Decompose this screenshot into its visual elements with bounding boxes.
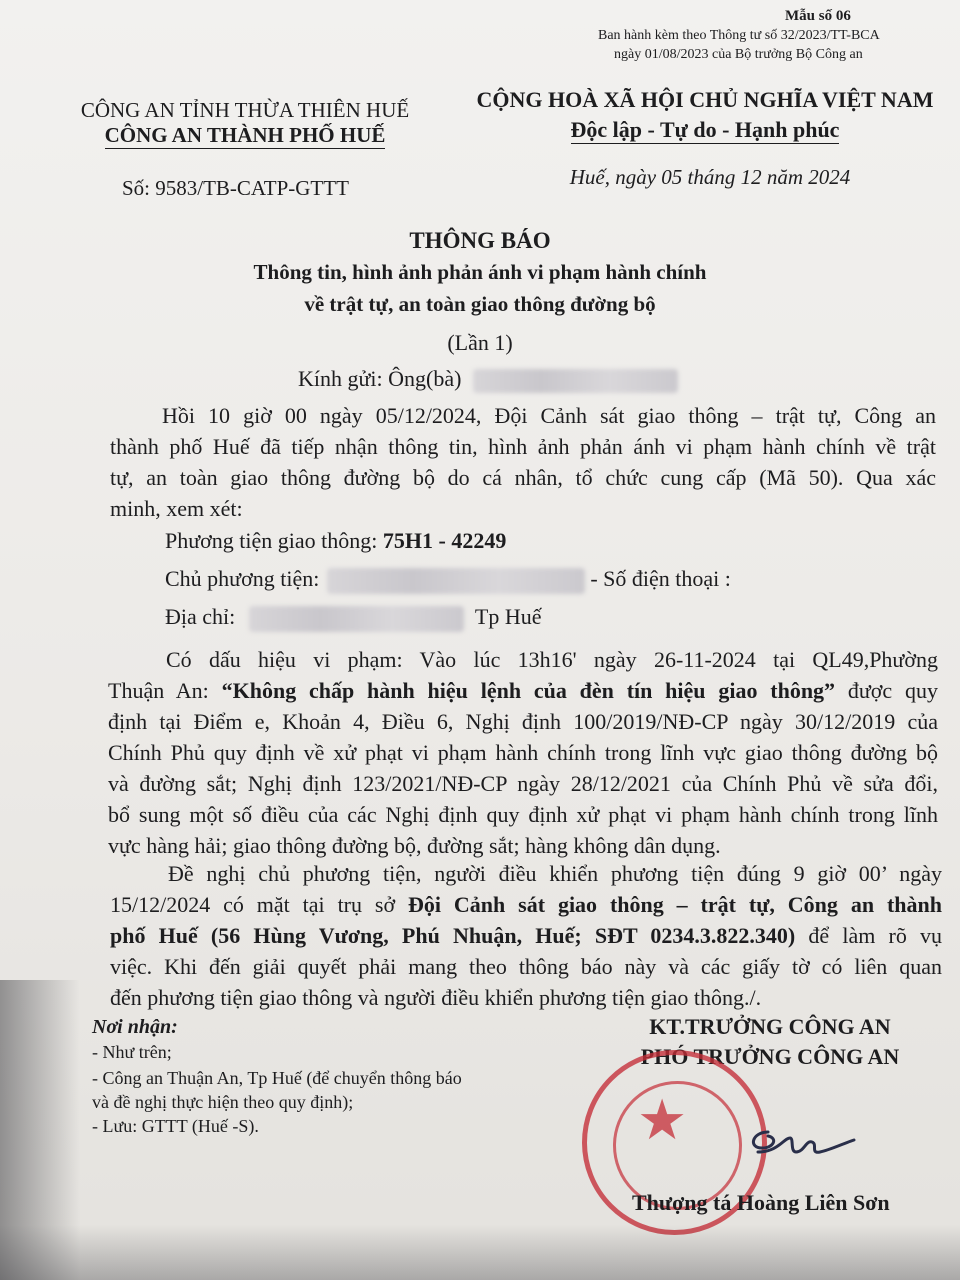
recipient-line — [298, 366, 678, 393]
recipient-item-3: - Lưu: GTTT (Huế -S). — [92, 1116, 259, 1136]
document-number: Số: 9583/TB-CATP-GTTT — [122, 176, 349, 200]
national-title: CỘNG HOÀ XÃ HỘI CHỦ NGHĨA VIỆT NAM — [476, 87, 934, 112]
notice-subtitle-line-1: Thông tin, hình ảnh phản ánh vi phạm hành chính — [253, 260, 707, 284]
signer-title-2: PHÓ TRƯỞNG CÔNG AN — [640, 1044, 900, 1069]
form-issued-line-1: Ban hành kèm theo Thông tư số 32/2023/TT-BCA — [598, 28, 880, 43]
agency-name: CÔNG AN THÀNH PHỐ HUẾ — [104, 123, 386, 147]
form-issued-line-2: ngày 01/08/2023 của Bộ trưởng Bộ Công an — [614, 47, 863, 62]
address-redacted — [249, 606, 464, 632]
recipient-item-2: - Công an Thuận An, Tp Huế (để chuyển thông báo — [92, 1068, 462, 1088]
signer-name: Thượng tá Hoàng Liên Sơn — [632, 1190, 890, 1215]
owner-line: Chủ phương tiện: - Số điện thoại : — [165, 566, 731, 594]
vehicle-line: Phương tiện giao thông: 75H1 - 42249 — [165, 528, 507, 553]
owner-name-redacted — [327, 568, 585, 594]
signer-title-1: KT.TRƯỞNG CÔNG AN — [649, 1014, 891, 1039]
notice-attempt: (Lần 1) — [447, 330, 513, 355]
notice-title: THÔNG BÁO — [409, 228, 551, 253]
recipient-item-1: - Như trên; — [92, 1042, 172, 1062]
notice-subtitle-line-2: về trật tự, an toàn giao thông đường bộ — [304, 292, 656, 316]
place-date: Huế, ngày 05 tháng 12 năm 2024 — [569, 165, 851, 189]
recipients-heading: Nơi nhận: — [92, 1016, 178, 1038]
official-seal: ★ — [582, 1050, 767, 1235]
agency-parent: CÔNG AN TỈNH THỪA THIÊN HUẾ — [80, 98, 410, 122]
signature-mark — [738, 1118, 858, 1168]
national-motto: Độc lập - Tự do - Hạnh phúc — [570, 117, 840, 142]
recipient-item-2-cont: và đề nghị thực hiện theo quy định); — [92, 1092, 354, 1112]
request-paragraph: Đề nghị chủ phương tiện, người điều khiển phương tiện đúng 9 giờ 00’ ngày 15/12/2024 có mặt tại trụ sở Đội Cảnh sát giao thông – trật tự, Công an thành phố Huế (56 Hùng Vương, Phú Nhuận, Huế; SĐT 0234.3.822.340) để làm rõ vụ việc. Khi đến giải quyết phải mang theo thông báo này và các giấy tờ có liên quan đến phương tiện giao thông và người điều khiển phương tiện giao thông./. — [110, 861, 942, 1010]
form-number: Mẫu số 06 — [785, 8, 851, 24]
vehicle-plate: 75H1 - 42249 — [382, 528, 507, 553]
recipient-name-redacted — [473, 369, 678, 393]
intro-paragraph: Hồi 10 giờ 00 ngày 05/12/2024, Đội Cảnh sát giao thông – trật tự, Công an thành phố Huế đã tiếp nhận thông tin, hình ảnh phản ánh vi phạm hành chính về trật tự, an toàn giao thông đường bộ do cá nhân, tổ chức cung cấp (Mã 50). Qua xác minh, xem xét: — [110, 403, 936, 521]
address-line: Địa chỉ: Tp Huế — [165, 604, 541, 632]
violation-paragraph: Có dấu hiệu vi phạm: Vào lúc 13h16' ngày 26-11-2024 tại QL49,Phường Thuận An: “Không chấp hành hiệu lệnh của đèn tín hiệu giao thông” được quy định tại Điểm e, Khoản 4, Điều 6, Nghị định 100/2019/NĐ-CP ngày 30/12/2019 của Chính Phủ quy định về xử phạt vi phạm hành chính trong lĩnh vực giao thông đường bộ và đường sắt; Nghị định 123/2021/NĐ-CP ngày 28/12/2021 của Chính Phủ về sửa đổi, bổ sung một số điều của các Nghị định quy định xử phạt vi phạm hành chính trong lĩnh vực hàng hải; giao thông đường bộ, đường sắt; hàng không dân dụng. — [108, 647, 938, 858]
recipient-label: Kính gửi: Ông(bà) — [298, 366, 462, 391]
